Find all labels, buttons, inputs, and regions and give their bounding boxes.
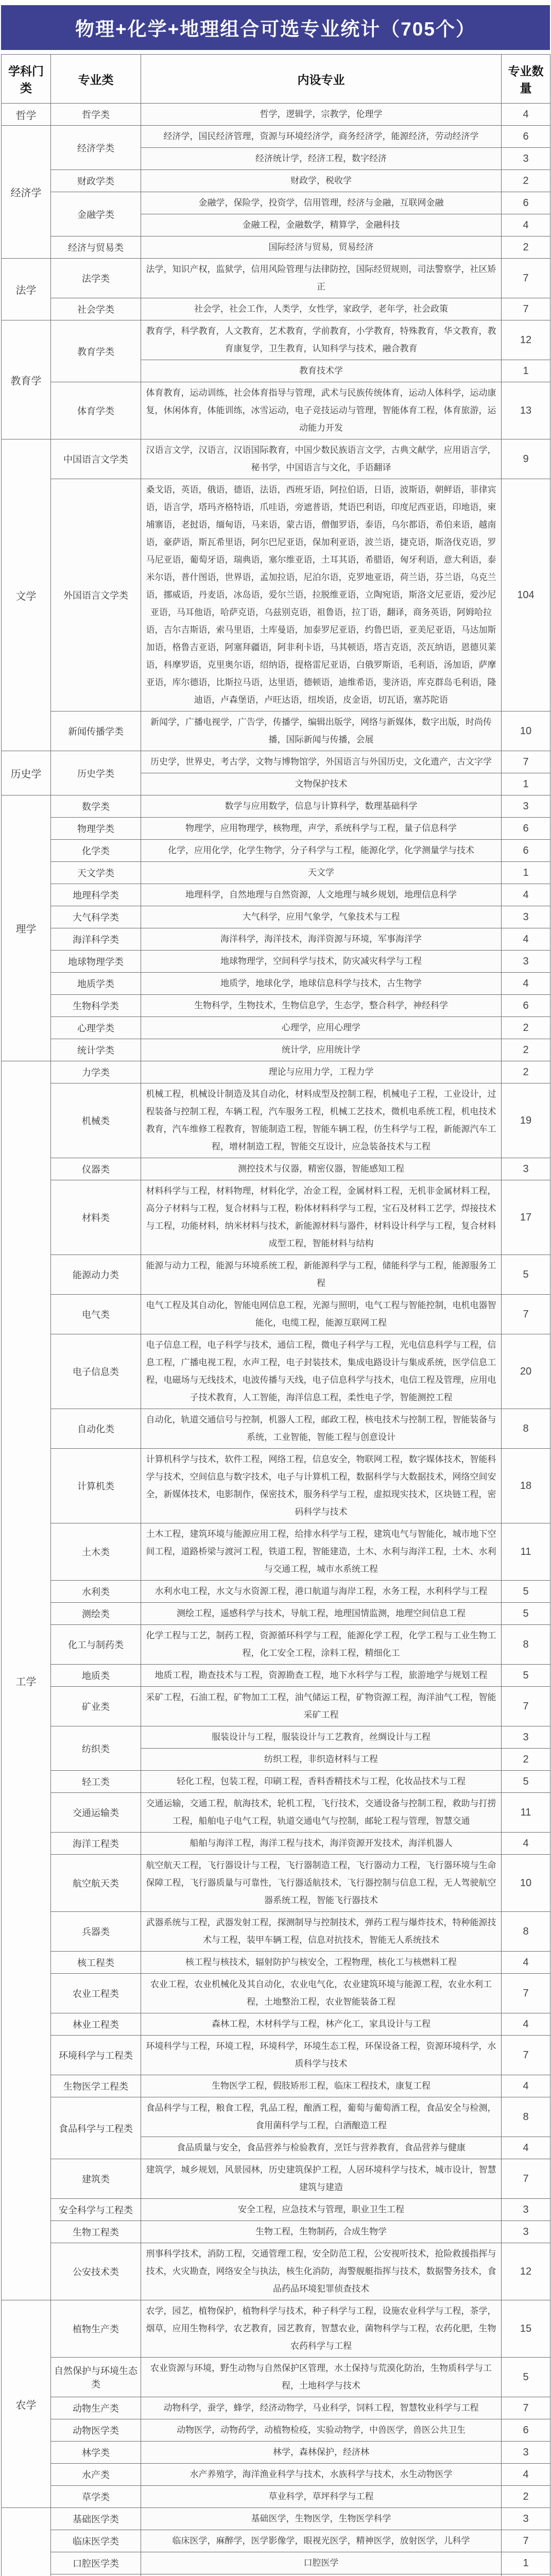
- major-class-cell: 化学类: [51, 840, 141, 862]
- major-class-cell: 新闻传播学类: [51, 711, 141, 751]
- major-class-cell: 电子信息类: [51, 1334, 141, 1409]
- major-class-cell: 林业工程类: [51, 2013, 141, 2036]
- table-row: [2, 2036, 550, 2075]
- page-title: 物理+化学+地理组合可选专业统计（705个）: [1, 5, 550, 50]
- majors-cell: 生物医学工程，假肢矫形工程，临床工程技术，康复工程: [141, 2075, 502, 2097]
- majors-cell: 化学工程与工艺，制药工程，资源循环科学与工程，能源化学工程，化学工程与工业生物工程，化工安全工程，涂料工程，精细化工: [141, 1625, 502, 1665]
- major-class-cell: [51, 2574, 141, 2576]
- major-class-cell: 自然保护与环境生态类: [51, 2358, 141, 2397]
- count-cell: 3: [502, 148, 550, 170]
- majors-cell: 机械工程，机械设计制造及其自动化，材料成型及控制工程，机械电子工程，工业设计，过程装备与控制工程，车辆工程，汽车服务工程，机械工艺技术，微机电系统工程，机电技术教育，汽车维修工程教育，智能制造工程，智能车辆工程，仿生科学与工程，新能源汽车工程，增材制造工程，智能交互设计，应急装备技术与工程: [141, 1083, 502, 1158]
- count-cell: 7: [502, 2036, 550, 2075]
- majors-cell: 金融学，保险学，投资学，信用管理，经济与金融，互联网金融: [141, 192, 502, 214]
- table-row: [2, 2486, 550, 2508]
- table-row: [2, 2530, 550, 2552]
- count-cell: 7: [502, 1687, 550, 1726]
- major-class-cell: 力学类: [51, 1061, 141, 1083]
- major-class-cell: 计算机类: [51, 1449, 141, 1523]
- majors-cell: 金融工程，金融数学，精算学，金融科技: [141, 214, 502, 236]
- count-cell: 13: [502, 382, 550, 439]
- table-row: [2, 2358, 550, 2397]
- majors-cell: 农业资源与环境，野生动物与自然保护区管理，水土保持与荒漠化防治，生物质科学与工程，土地科学与技术: [141, 2358, 502, 2397]
- table-row: [2, 2221, 550, 2243]
- major-class-cell: 金融学类: [51, 192, 141, 236]
- table-row: [2, 382, 550, 439]
- count-cell: 3: [502, 951, 550, 973]
- table-row: [2, 840, 550, 862]
- count-cell: 7: [502, 1974, 550, 2013]
- count-cell: 6: [502, 995, 550, 1017]
- count-cell: 8: [502, 1625, 550, 1665]
- major-class-cell: 建筑类: [51, 2159, 141, 2199]
- majors-cell: 土木工程，建筑环境与能源应用工程，给排水科学与工程，建筑电气与智能化，城市地下空间工程，道路桥梁与渡河工程，铁道工程，智能建造，土木、水利与海洋工程，土木、水利与交通工程，城市水系统工程: [141, 1523, 502, 1581]
- count-cell: [502, 2574, 550, 2576]
- table-row: [2, 1523, 550, 1581]
- count-cell: 6: [502, 126, 550, 148]
- majors-cell: 经济统计学，经济工程，数字经济: [141, 148, 502, 170]
- majors-cell: 动物科学，蚕学，蜂学，经济动物学，马业科学，饲料工程，智慧牧业科学与工程: [141, 2397, 502, 2419]
- table-row: [2, 439, 550, 479]
- majors-cell: 动物医学，动物药学，动植物检疫，实验动物学，中兽医学，兽医公共卫生: [141, 2419, 502, 2442]
- table-row: [2, 2397, 550, 2419]
- count-cell: 3: [502, 1726, 550, 1749]
- majors-cell: 财政学，税收学: [141, 170, 502, 192]
- majors-cell: 食品质量与安全，食品营养与检验教育，烹饪与营养教育，食品营养与健康: [141, 2137, 502, 2159]
- majors-cell: 物理学，应用物理学，核物理，声学，系统科学与工程，量子信息科学: [141, 818, 502, 840]
- major-class-cell: 中国语言文学类: [51, 439, 141, 479]
- table-row: [2, 1771, 550, 1793]
- count-cell: 6: [502, 2419, 550, 2442]
- count-cell: 5: [502, 1771, 550, 1793]
- majors-cell: 电子信息工程，电子科学与技术，通信工程，微电子科学与工程，光电信息科学与工程，信息工程，广播电视工程，水声工程，电子封装技术，集成电路设计与集成系统，医学信息工程，电磁场与无线技术，电波传播与天线，电子信息科学与技术，电信工程及管理，应用电子技术教育，人工智能，海洋信息工程，柔性电子学，智能测控工程: [141, 1334, 502, 1409]
- count-cell: 20: [502, 1334, 550, 1409]
- major-class-cell: 地球物理学类: [51, 951, 141, 973]
- major-class-cell: 动物医学类: [51, 2419, 141, 2442]
- count-cell: 4: [502, 1952, 550, 1974]
- majors-cell: 草业科学，草坪科学与工程: [141, 2486, 502, 2508]
- majors-cell: 刑事科学技术，消防工程，交通管理工程，安全防范工程，公安视听技术，抢险救援指挥与技术，火灾勘查，网络安全与执法，核生化消防，海警舰艇指挥与技术，数据警务技术，食品药品环境犯罪侦查技术: [141, 2243, 502, 2300]
- count-cell: 18: [502, 1449, 550, 1523]
- category-cell: 历史学: [2, 751, 51, 795]
- column-header-major-class: 专业类: [51, 55, 141, 104]
- table-row: [2, 711, 550, 751]
- majors-cell: 食品科学与工程，粮食工程，乳品工程，酿酒工程，葡萄与葡萄酒工程，食品安全与检测，食用菌科学与工程，白酒酿造工程: [141, 2097, 502, 2137]
- majors-cell: 农业工程，农业机械化及其自动化，农业电气化，农业建筑环境与能源工程，农业水利工程，土地整治工程，农业智能装备工程: [141, 1974, 502, 2013]
- count-cell: 1: [502, 862, 550, 884]
- count-cell: 7: [502, 2159, 550, 2199]
- major-class-cell: 地质类: [51, 1665, 141, 1687]
- table-row: [2, 170, 550, 192]
- major-class-cell: 财政学类: [51, 170, 141, 192]
- majors-cell: 新闻学，广播电视学，广告学，传播学，编辑出版学，网络与新媒体，数字出版，时尚传播，国际新闻与传播，会展: [141, 711, 502, 751]
- count-cell: 6: [502, 192, 550, 214]
- table-row: [2, 1449, 550, 1523]
- count-cell: 4: [502, 2464, 550, 2486]
- major-class-cell: 轻工类: [51, 1771, 141, 1793]
- majors-cell: 计算机科学与技术，软件工程，网络工程，信息安全，物联网工程，数字媒体技术，智能科学与技术，空间信息与数字技术，电子与计算机工程，数据科学与大数据技术，网络空间安全，新媒体技术，电影制作，保密技术，服务科学与工程，虚拟现实技术，区块链工程，密码科学与技术: [141, 1449, 502, 1523]
- major-class-cell: 林学类: [51, 2442, 141, 2464]
- count-cell: 7: [502, 751, 550, 773]
- major-class-cell: 植物生产类: [51, 2300, 141, 2358]
- major-class-cell: 海洋工程类: [51, 1833, 141, 1855]
- table-row: [2, 2075, 550, 2097]
- majors-cell: 环境科学与工程，环境工程，环境科学，环境生态工程，环保设备工程，资源环境科学，水质科学与技术: [141, 2036, 502, 2075]
- major-class-cell: 水利类: [51, 1581, 141, 1603]
- major-class-cell: 土木类: [51, 1523, 141, 1581]
- majors-cell: 电气工程及其自动化，智能电网信息工程，光源与照明，电气工程与智能控制，电机电器智能化，电缆工程，能源互联网工程: [141, 1295, 502, 1334]
- major-class-cell: 基础医学类: [51, 2508, 141, 2530]
- column-header-majors: 内设专业: [141, 55, 502, 104]
- count-cell: 4: [502, 2013, 550, 2036]
- majors-cell: 纺织工程，非织造材料与工程: [141, 1749, 502, 1771]
- major-class-cell: 航空航天类: [51, 1855, 141, 1912]
- majors-cell: 地质学，地球化学，地球信息科学与技术，古生物学: [141, 973, 502, 995]
- major-class-cell: 口腔医学类: [51, 2552, 141, 2574]
- major-class-cell: 水产类: [51, 2464, 141, 2486]
- majors-cell: 水产养殖学，海洋渔业科学与技术，水族科学与技术，水生动物医学: [141, 2464, 502, 2486]
- major-class-cell: 社会学类: [51, 298, 141, 320]
- table-row: [2, 1083, 550, 1158]
- count-cell: 10: [502, 1855, 550, 1912]
- majors-cell: 哲学，逻辑学，宗教学，伦理学: [141, 104, 502, 126]
- major-class-cell: 心理学类: [51, 1017, 141, 1039]
- count-cell: 4: [502, 1833, 550, 1855]
- major-class-cell: 法学类: [51, 259, 141, 298]
- majors-cell: 采矿工程，石油工程，矿物加工工程，油气储运工程，矿物资源工程，海洋油气工程，智能采矿工程: [141, 1687, 502, 1726]
- table-row: [2, 884, 550, 906]
- major-class-cell: 历史学类: [51, 751, 141, 795]
- major-class-cell: 哲学类: [51, 104, 141, 126]
- majors-cell: 社会学，社会工作，人类学，女性学，家政学，老年学，社会政策: [141, 298, 502, 320]
- majors-cell: 天文学: [141, 862, 502, 884]
- table-row: [2, 2419, 550, 2442]
- majors-cell: 临床医学，麻醉学，医学影像学，眼视光医学，精神医学，放射医学，儿科学: [141, 2530, 502, 2552]
- major-class-cell: 动物生产类: [51, 2397, 141, 2419]
- category-cell: 法学: [2, 259, 51, 320]
- majors-cell: 桑戈语，英语，俄语，德语，法语，西班牙语，阿拉伯语，日语，波斯语，朝鲜语，菲律宾语，语言学，塔玛齐格特语，爪哇语，旁遮普语，梵语巴利语，印度尼西亚语，印地语，柬埔寨语，老挝语，缅甸语，马来语，蒙古语，僧伽罗语，泰语，乌尔都语，希伯来语，越南语，豪萨语，斯瓦希里语，阿尔巴尼亚语，保加利亚语，波兰语，捷克语，斯洛伐克语，罗马尼亚语，葡萄牙语，瑞典语，塞尔维亚语，土耳其语，希腊语，匈牙利语，意大利语，泰米尔语，普什图语，世界语，孟加拉语，尼泊尔语，克罗地亚语，荷兰语，芬兰语，乌克兰语，挪威语，丹麦语，冰岛语，爱尔兰语，拉脱维亚语，立陶宛语，斯洛文尼亚语，爱沙尼亚语，马耳他语，哈萨克语，乌兹别克语，祖鲁语，拉丁语，翻译，商务英语，阿姆哈拉语，吉尔吉斯语，索马里语，土库曼语，加泰罗尼亚语，约鲁巴语，亚美尼亚语，马达加斯加语，格鲁吉亚语，阿塞拜疆语，阿非利卡语，马其顿语，塔吉克语，茨瓦纳语，恩德贝莱语，科摩罗语，克里奥尔语，绍纳语，提格雷尼亚语，白俄罗斯语，毛利语，汤加语，萨摩亚语，库尔德语，比斯拉马语，达里语，德顿语，迪维希语，斐济语，库克群岛毛利语，隆迪语，卢森堡语，卢旺达语，纽埃语，皮金语，切瓦语，塞苏陀语: [141, 479, 502, 711]
- major-class-cell: 公安技术类: [51, 2243, 141, 2300]
- majors-cell: 数学与应用数学，信息与计算科学，数理基础科学: [141, 795, 502, 818]
- majors-cell: 自动化，轨道交通信号与控制，机器人工程，邮政工程，核电技术与控制工程，智能装备与系统，工业智能，智能工程与创意设计: [141, 1409, 502, 1449]
- major-class-cell: 教育学类: [51, 320, 141, 382]
- count-cell: 4: [502, 214, 550, 236]
- count-cell: 3: [502, 906, 550, 928]
- majors-cell: 能源与动力工程，能源与环境系统工程，新能源科学与工程，储能科学与工程，能源服务工程: [141, 1255, 502, 1295]
- majors-cell: 森林工程，木材科学与工程，林产化工，家具设计与工程: [141, 2013, 502, 2036]
- count-cell: 1: [502, 2552, 550, 2574]
- count-cell: 2: [502, 1039, 550, 1061]
- majors-cell: 国际经济与贸易，贸易经济: [141, 236, 502, 259]
- majors-cell: 心理学，应用心理学: [141, 1017, 502, 1039]
- table-row: [2, 104, 550, 126]
- majors-cell: 轻化工程，包装工程，印刷工程，香料香精技术与工程，化妆品技术与工程: [141, 1771, 502, 1793]
- majors-cell: 测控技术与仪器，精密仪器，智能感知工程: [141, 1158, 502, 1180]
- count-cell: 3: [502, 2199, 550, 2221]
- table-row: [2, 1974, 550, 2013]
- count-cell: 2: [502, 236, 550, 259]
- table-row: [2, 2300, 550, 2358]
- majors-table: [1, 54, 550, 2576]
- table-row: [2, 1726, 550, 1749]
- table-row: [2, 973, 550, 995]
- major-class-cell: 经济与贸易类: [51, 236, 141, 259]
- count-cell: 3: [502, 2442, 550, 2464]
- majors-cell: 服装设计与工程，服装设计与工艺教育，丝绸设计与工程: [141, 1726, 502, 1749]
- majors-cell: 教育技术学: [141, 360, 502, 382]
- count-cell: 2: [502, 1749, 550, 1771]
- count-cell: 7: [502, 298, 550, 320]
- majors-cell: [141, 2574, 502, 2576]
- major-class-cell: 能源动力类: [51, 1255, 141, 1295]
- major-class-cell: 地理科学类: [51, 884, 141, 906]
- majors-cell: 体育教育，运动训练，社会体育指导与管理，武术与民族传统体育，运动人体科学，运动康复，休闲体育，体能训练，冰雪运动，电子竞技运动与管理，智能体育工程，体育旅游，运动能力开发: [141, 382, 502, 439]
- major-class-cell: 生物工程类: [51, 2221, 141, 2243]
- majors-cell: 海洋科学，海洋技术，海洋资源与环境，军事海洋学: [141, 928, 502, 951]
- major-class-cell: 兵器类: [51, 1912, 141, 1952]
- count-cell: 4: [502, 884, 550, 906]
- major-class-cell: 统计学类: [51, 1039, 141, 1061]
- count-cell: 8: [502, 1409, 550, 1449]
- count-cell: 11: [502, 1793, 550, 1833]
- count-cell: 10: [502, 711, 550, 751]
- majors-cell: 航空航天工程，飞行器设计与工程，飞行器制造工程，飞行器动力工程，飞行器环境与生命保障工程，飞行器质量与可靠性，飞行器适航技术，飞行器控制与信息工程，无人驾驶航空器系统工程，智能飞行器技术: [141, 1855, 502, 1912]
- count-cell: 19: [502, 1083, 550, 1158]
- table-row: [2, 1665, 550, 1687]
- majors-cell: 材料科学与工程，材料物理，材料化学，冶金工程，金属材料工程，无机非金属材料工程，高分子材料与工程，复合材料与工程，粉体材料科学与工程，宝石及材料工艺学，焊接技术与工程，功能材料，纳米材料与技术，新能源材料与器件，材料设计科学与工程，复合材料成型工程，智能材料与结构: [141, 1180, 502, 1255]
- table-row: [2, 236, 550, 259]
- table-row: [2, 1912, 550, 1952]
- table-row: [2, 995, 550, 1017]
- major-class-cell: 交通运输类: [51, 1793, 141, 1833]
- table-row: [2, 1158, 550, 1180]
- majors-cell: 教育学，科学教育，人文教育，艺术教育，学前教育，小学教育，特殊教育，华文教育，教育康复学，卫生教育，认知科学与技术，融合教育: [141, 320, 502, 360]
- table-row: [2, 1295, 550, 1334]
- table-row: [2, 2243, 550, 2300]
- count-cell: 1: [502, 773, 550, 795]
- table-row: [2, 298, 550, 320]
- count-cell: 6: [502, 818, 550, 840]
- major-class-cell: 测绘类: [51, 1603, 141, 1625]
- category-cell: 农学: [2, 2300, 51, 2508]
- table-row: [2, 192, 550, 214]
- table-row: [2, 2574, 550, 2576]
- majors-cell: 汉语言文学，汉语言，汉语国际教育，中国少数民族语言文学，古典文献学，应用语言学，秘书学，中国语言与文化，手语翻译: [141, 439, 502, 479]
- table-row: [2, 1334, 550, 1409]
- major-class-cell: 物理学类: [51, 818, 141, 840]
- table-row: [2, 928, 550, 951]
- count-cell: 5: [502, 1665, 550, 1687]
- table-row: [2, 2159, 550, 2199]
- count-cell: 3: [502, 795, 550, 818]
- major-class-cell: 农业工程类: [51, 1974, 141, 2013]
- major-class-cell: 天文学类: [51, 862, 141, 884]
- major-class-cell: 外国语言文学类: [51, 479, 141, 711]
- majors-cell: 经济学，国民经济管理，资源与环境经济学，商务经济学，能源经济，劳动经济学: [141, 126, 502, 148]
- count-cell: 4: [502, 928, 550, 951]
- category-cell: 文学: [2, 439, 51, 751]
- table-row: [2, 2097, 550, 2137]
- table-row: [2, 1581, 550, 1603]
- count-cell: 2: [502, 1017, 550, 1039]
- majors-cell: 地质工程，勘查技术与工程，资源勘查工程，地下水科学与工程，旅游地学与规划工程: [141, 1665, 502, 1687]
- count-cell: 2: [502, 170, 550, 192]
- count-cell: 7: [502, 2397, 550, 2419]
- major-class-cell: 临床医学类: [51, 2530, 141, 2552]
- major-class-cell: 安全科学与工程类: [51, 2199, 141, 2221]
- column-header-count: 专业数量: [502, 55, 550, 104]
- table-row: [2, 479, 550, 711]
- count-cell: 4: [502, 2075, 550, 2097]
- count-cell: 2: [502, 1061, 550, 1083]
- major-class-cell: 生物医学工程类: [51, 2075, 141, 2097]
- majors-cell: 大气科学，应用气象学，气象技术与工程: [141, 906, 502, 928]
- category-cell: 哲学: [2, 104, 51, 126]
- count-cell: 1: [502, 360, 550, 382]
- table-row: [2, 320, 550, 360]
- major-class-cell: 仪器类: [51, 1158, 141, 1180]
- table-row: [2, 2464, 550, 2486]
- majors-cell: 法学，知识产权，监狱学，信用风险管理与法律防控，国际经贸规则，司法警察学，社区矫正: [141, 259, 502, 298]
- table-row: [2, 2199, 550, 2221]
- count-cell: 8: [502, 2097, 550, 2137]
- count-cell: 5: [502, 1255, 550, 1295]
- count-cell: 6: [502, 840, 550, 862]
- column-header-category: 学科门类: [2, 55, 51, 104]
- major-class-cell: 自动化类: [51, 1409, 141, 1449]
- table-row: [2, 2508, 550, 2530]
- count-cell: 7: [502, 1295, 550, 1334]
- major-class-cell: 经济学类: [51, 126, 141, 170]
- table-row: [2, 795, 550, 818]
- table-row: [2, 1180, 550, 1255]
- table-row: [2, 2552, 550, 2574]
- count-cell: 8: [502, 1912, 550, 1952]
- table-row: [2, 1793, 550, 1833]
- majors-cell: 船舶与海洋工程，海洋工程与技术，海洋资源开发技术，海洋机器人: [141, 1833, 502, 1855]
- count-cell: 3: [502, 2508, 550, 2530]
- major-class-cell: 生物科学类: [51, 995, 141, 1017]
- table-row: [2, 126, 550, 148]
- count-cell: 15: [502, 2300, 550, 2358]
- table-row: [2, 1017, 550, 1039]
- count-cell: 3: [502, 2221, 550, 2243]
- majors-cell: 基础医学，生物医学，生物医学科学: [141, 2508, 502, 2530]
- table-row: [2, 1625, 550, 1665]
- major-class-cell: 纺织类: [51, 1726, 141, 1771]
- major-class-cell: 数学类: [51, 795, 141, 818]
- count-cell: 5: [502, 1603, 550, 1625]
- majors-cell: 核工程与核技术，辐射防护与核安全，工程物理，核化工与核燃料工程: [141, 1952, 502, 1974]
- table-row: [2, 2442, 550, 2464]
- category-cell: 经济学: [2, 126, 51, 259]
- major-class-cell: 地质学类: [51, 973, 141, 995]
- majors-cell: 口腔医学: [141, 2552, 502, 2574]
- count-cell: 12: [502, 2243, 550, 2300]
- count-cell: 4: [502, 2137, 550, 2159]
- majors-cell: 化学，应用化学，化学生物学，分子科学与工程，能源化学，化学测量学与技术: [141, 840, 502, 862]
- majors-cell: 测绘工程，遥感科学与技术，导航工程，地理国情监测，地理空间信息工程: [141, 1603, 502, 1625]
- majors-cell: 林学，森林保护，经济林: [141, 2442, 502, 2464]
- table-row: [2, 1603, 550, 1625]
- majors-cell: 文物保护技术: [141, 773, 502, 795]
- majors-cell: 生物工程，生物制药，合成生物学: [141, 2221, 502, 2243]
- majors-cell: 交通运输，交通工程，航海技术，轮机工程，飞行技术，交通设备与控制工程，救助与打捞工程，船舶电子电气工程，轨道交通电气与控制，邮轮工程与管理，智慧交通: [141, 1793, 502, 1833]
- table-row: [2, 1255, 550, 1295]
- count-cell: 4: [502, 973, 550, 995]
- table-row: [2, 951, 550, 973]
- major-class-cell: 矿业类: [51, 1687, 141, 1726]
- major-class-cell: 草学类: [51, 2486, 141, 2508]
- table-row: [2, 2013, 550, 2036]
- count-cell: 17: [502, 1180, 550, 1255]
- majors-cell: 安全工程，应急技术与管理，职业卫生工程: [141, 2199, 502, 2221]
- category-cell: 教育学: [2, 320, 51, 439]
- major-class-cell: 机械类: [51, 1083, 141, 1158]
- majors-cell: 农学，园艺，植物保护，植物科学与技术，种子科学与工程，设施农业科学与工程，茶学，烟草，应用生物科学，农艺教育，园艺教育，智慧农业，菌物科学与工程，农药化肥，生物农药科学与工程: [141, 2300, 502, 2358]
- table-row: [2, 906, 550, 928]
- count-cell: 4: [502, 104, 550, 126]
- count-cell: 7: [502, 259, 550, 298]
- header-row: [2, 55, 550, 104]
- count-cell: 7: [502, 2530, 550, 2552]
- major-class-cell: 电气类: [51, 1295, 141, 1334]
- major-class-cell: 大气科学类: [51, 906, 141, 928]
- table-row: [2, 751, 550, 773]
- majors-cell: 地球物理学，空间科学与技术，防灾减灾科学与工程: [141, 951, 502, 973]
- count-cell: 2: [502, 2486, 550, 2508]
- count-cell: 5: [502, 1581, 550, 1603]
- majors-cell: 历史学，世界史，考古学，文物与博物馆学，外国语言与外国历史，文化遗产，古文字学: [141, 751, 502, 773]
- major-class-cell: 海洋科学类: [51, 928, 141, 951]
- count-cell: 11: [502, 1523, 550, 1581]
- majors-cell: 水利水电工程，水文与水资源工程，港口航道与海岸工程，水务工程，水利科学与工程: [141, 1581, 502, 1603]
- table-row: [2, 818, 550, 840]
- count-cell: 12: [502, 320, 550, 360]
- table-row: [2, 1855, 550, 1912]
- majors-cell: 地理科学，自然地理与自然资源，人文地理与城乡规划，地理信息科学: [141, 884, 502, 906]
- table-row: [2, 1039, 550, 1061]
- majors-cell: 生物科学，生物技术，生物信息学，生态学，整合科学，神经科学: [141, 995, 502, 1017]
- table-row: [2, 1409, 550, 1449]
- category-cell: [2, 2508, 51, 2576]
- major-class-cell: 核工程类: [51, 1952, 141, 1974]
- count-cell: 9: [502, 439, 550, 479]
- count-cell: 104: [502, 479, 550, 711]
- category-cell: 理学: [2, 795, 51, 1061]
- table-row: [2, 862, 550, 884]
- major-class-cell: 材料类: [51, 1180, 141, 1255]
- table-row: [2, 1952, 550, 1974]
- majors-cell: 理论与应用力学，工程力学: [141, 1061, 502, 1083]
- category-cell: 工学: [2, 1061, 51, 2300]
- count-cell: 5: [502, 2358, 550, 2397]
- table-row: [2, 259, 550, 298]
- majors-cell: 统计学，应用统计学: [141, 1039, 502, 1061]
- majors-cell: 建筑学，城乡规划，风景园林，历史建筑保护工程，人居环境科学与技术，城市设计，智慧建筑与建造: [141, 2159, 502, 2199]
- major-class-cell: 体育学类: [51, 382, 141, 439]
- table-row: [2, 1061, 550, 1083]
- major-class-cell: 食品科学与工程类: [51, 2097, 141, 2159]
- count-cell: 3: [502, 1158, 550, 1180]
- table-row: [2, 1687, 550, 1726]
- major-class-cell: 化工与制药类: [51, 1625, 141, 1665]
- majors-cell: 武器系统与工程，武器发射工程，探测制导与控制技术，弹药工程与爆炸技术，特种能源技术与工程，装甲车辆工程，信息对抗技术，智能无人系统技术: [141, 1912, 502, 1952]
- table-row: [2, 1833, 550, 1855]
- major-class-cell: 环境科学与工程类: [51, 2036, 141, 2075]
